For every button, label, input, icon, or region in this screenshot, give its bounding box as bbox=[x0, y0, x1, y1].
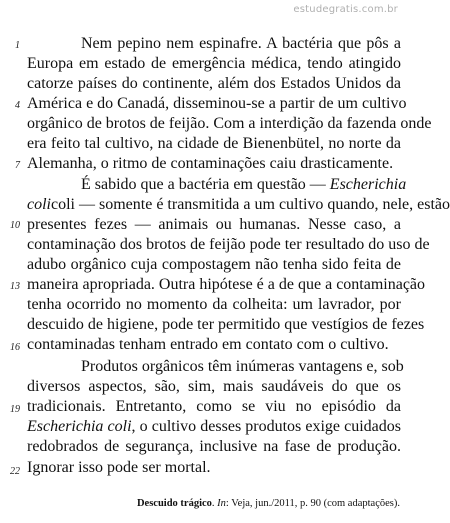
text-segment: É sabido que a bactéria em questão — bbox=[81, 176, 330, 193]
text-line-16: contaminadas tenham entrado em contato com o cultivo. bbox=[27, 336, 389, 353]
species-name: coli bbox=[27, 196, 51, 213]
source-rest: : Veja, jun./2011, p. 90 (com adaptações). bbox=[225, 498, 400, 509]
text-segment: , o cultivo desses produtos exige cuidados bbox=[131, 418, 402, 435]
text-line-22: Ignorar isso pode ser mortal. bbox=[27, 459, 211, 476]
text-line-21: redobrados de segurança, inclusive na fase de produção. bbox=[27, 438, 401, 455]
text-line-12: adubo orgânico cuja compostagem não tenha sido feita de bbox=[27, 256, 401, 273]
line-number: 22 bbox=[10, 466, 20, 477]
text-line-19: tradicionais. Entretanto, como se viu no episódio da bbox=[27, 398, 401, 415]
line-number: 4 bbox=[15, 100, 20, 111]
text-line-4: América e do Canadá, disseminou-se a partir de um cultivo bbox=[27, 95, 407, 112]
text-line-6: era feito tal cultivo, na cidade de Bienenbütel, no norte da bbox=[27, 135, 401, 152]
watermark: estudegratis.com.br bbox=[293, 4, 398, 15]
text-line-20 bbox=[27, 417, 401, 437]
line-number: 1 bbox=[15, 40, 20, 51]
line-number: 16 bbox=[10, 342, 20, 353]
text-segment: coli — somente é transmitida a um cultivo quando, nele, estão bbox=[51, 196, 450, 213]
text-line-11: contaminação dos brotos de feijão pode ter resultado do uso de bbox=[27, 236, 430, 253]
text-line-5: orgânico de brotos de feijão. Com a interdição da fazenda onde bbox=[27, 115, 432, 132]
line-number: 19 bbox=[10, 404, 20, 415]
text-line-13: maneira apropriada. Outra hipótese é a de que a contaminação bbox=[27, 276, 426, 293]
line-number: 10 bbox=[10, 220, 20, 231]
source-title: Descuido trágico bbox=[136, 498, 212, 509]
text-line-18: diversos aspectos, são, sim, mais saudáveis do que os bbox=[27, 378, 401, 395]
line-number: 13 bbox=[10, 281, 20, 292]
text-line-2: Europa em estado de emergência médica, tendo atingido bbox=[27, 55, 401, 72]
text-line-17: Produtos orgânicos têm inúmeras vantagens e, sob bbox=[81, 358, 404, 375]
source-citation: Descuido trágico. In: Veja, jun./2011, p. 90 (com adaptações). bbox=[136, 498, 400, 509]
text-line-10: presentes fezes — animais ou humanas. Nesse caso, a bbox=[27, 216, 401, 233]
species-name: Escherichia coli bbox=[27, 418, 132, 435]
source-in: In bbox=[217, 498, 226, 509]
line-number: 7 bbox=[15, 160, 20, 171]
text-line-7: Alemanha, o ritmo de contaminações caiu drasticamente. bbox=[27, 155, 394, 172]
text-line-14: tenha ocorrido no momento da colheita: um lavrador, por bbox=[27, 296, 401, 313]
species-name: Escherichia bbox=[329, 176, 407, 193]
text-line-3: catorze países do continente, além dos Estados Unidos da bbox=[27, 75, 401, 92]
text-line-9 bbox=[27, 195, 450, 215]
text-line-8 bbox=[81, 175, 407, 195]
text-line-1: Nem pepino nem espinafre. A bactéria que pôs a bbox=[81, 35, 401, 52]
text-line-15: descuido de higiene, pode ter permitido que vestígios de fezes bbox=[27, 316, 425, 333]
